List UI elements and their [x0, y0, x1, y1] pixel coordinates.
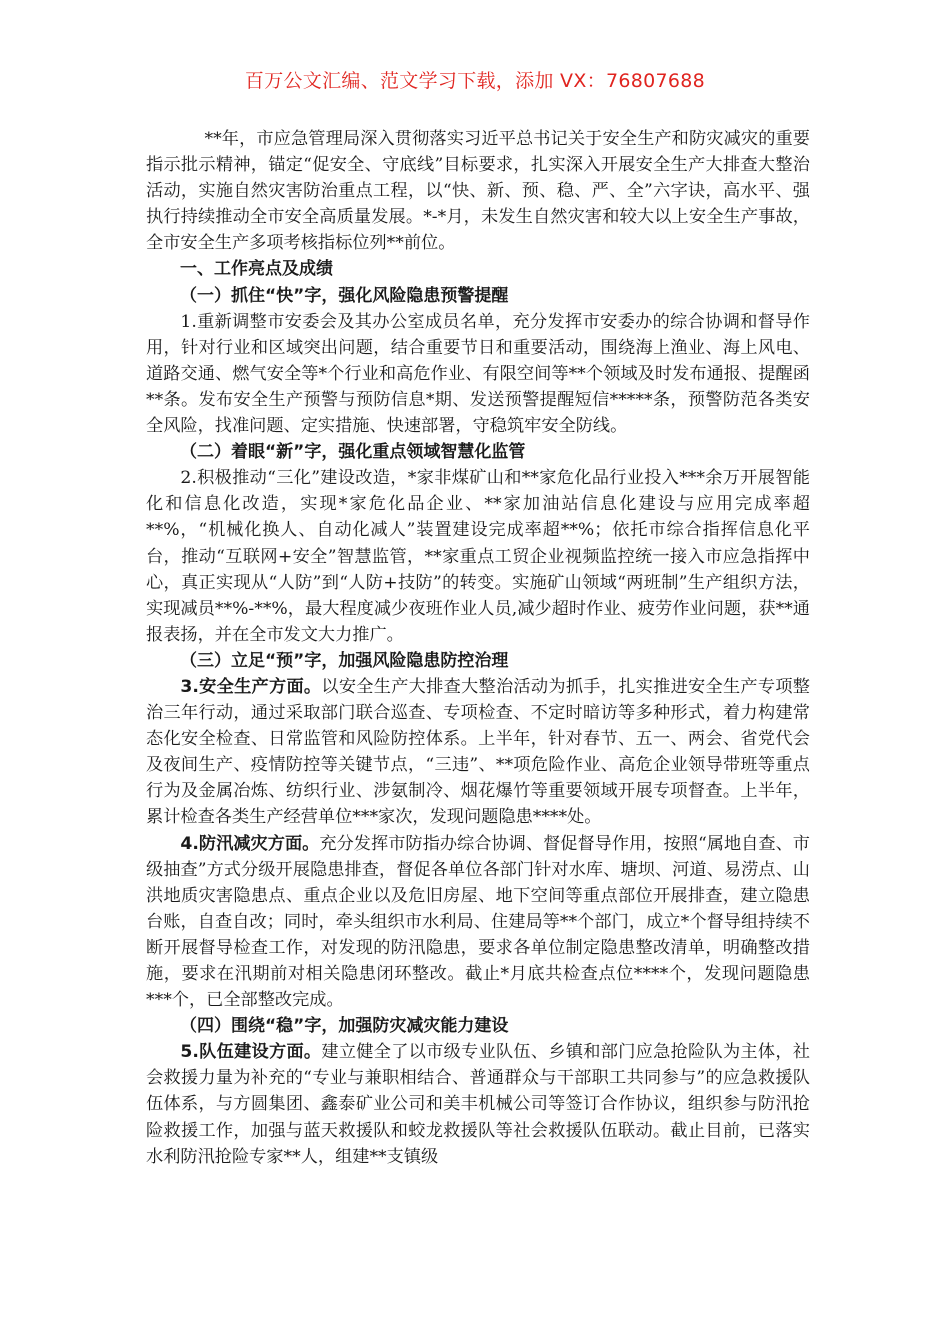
subsection-heading-1: （一）抓住“快”字，强化风险隐患预警提醒 — [180, 285, 509, 306]
paragraph-4 — [146, 831, 810, 1014]
paragraph-2: 2.积极推动“三化”建设改造，*家非煤矿山和**家危化品行业投入***余万开展智能化和信息化改造，实现*家危化品企业、**家加油站信息化建设与应用完成率超**%，“机械化换人、自动化减人”装置建设完成率超**%；依托市综合指挥信息化平台，推动“互联网+安全”智慧监管，**家重点工贸企业视频监控统一接入市应急指挥中心，真正实现从“人防”到“人防+技防”的转变。实施矿山领域“两班制”生产组织方法，实现减员**%-**%，最大程度减少夜班作业人员,减少超时作业、疲劳作业问题，获**通报表扬，并在全市发文大力推广。 — [146, 468, 810, 645]
paragraph-3-lead: 3.安全生产方面。 — [180, 676, 322, 697]
paragraph-5-text: 建立健全了以市级专业队伍、乡镇和部门应急抢险队为主体，社会救援力量为补充的“专业与兼职相结合、普通群众与干部职工共同参与”的应急救援队伍体系，与方圆集团、鑫泰矿业公司和美丰机械公司等签订合作协议，组织参与防汛抢险救援工作，加强与蓝天救援队和蛟龙救援队等社会救援队伍联动。截止目前，已落实水利防汛抢险专家**人，组建**支镇级 — [146, 1042, 810, 1167]
paragraph-5-lead: 5.队伍建设方面。 — [180, 1042, 322, 1063]
paragraph-4-lead: 4.防汛减灾方面。 — [180, 833, 320, 854]
watermark-banner: 百万公文汇编、范文学习下载，添加 VX：76807688 — [244, 70, 706, 92]
document-body — [146, 126, 810, 1170]
intro-paragraph: **年，市应急管理局深入贯彻落实习近平总书记关于安全生产和防灾减灾的重要指示批示精神，锚定“促安全、守底线”目标要求，扎实深入开展安全生产大排查大整治活动，实施自然灾害防治重点工程，以“快、新、预、稳、严、全”六字诀，高水平、强执行持续推动全市安全高质量发展。*-*月，未发生自然灾害和较大以上安全生产事故，全市安全生产多项考核指标位列**前位。 — [146, 129, 810, 254]
subsection-heading-3: （三）立足“预”字，加强风险隐患防控治理 — [180, 650, 509, 671]
paragraph-3 — [146, 674, 810, 831]
paragraph-1: 1.重新调整市安委会及其办公室成员名单，充分发挥市安委办的综合协调和督导作用，针对行业和区域突出问题，结合重要节日和重要活动，围绕海上渔业、海上风电、道路交通、燃气安全等*个行业和高危作业、有限空间等**个领域及时发布通报、提醒函**条。发布安全生产预警与预防信息*期、发送预警提醒短信*****条，预警防范各类安全风险，找准问题、定实措施、快速部署，守稳筑牢安全防线。 — [146, 311, 810, 437]
paragraph-3-text: 以安全生产大排查大整治活动为抓手，扎实推进安全生产专项整治三年行动，通过采取部门联合巡查、专项检查、不定时暗访等多种形式，着力构建常态化安全检查、日常监管和风险防控体系。上半年，针对春节、五一、两会、省党代会及夜间生产、疫情防控等关键节点，“三违”、**项危险作业、高危企业领导带班等重点行为及金属冶炼、纺织行业、涉氨制冷、烟花爆竹等重要领域开展专项督查。上半年，累计检查各类生产经营单位***家次，发现问题隐患****处。 — [146, 676, 810, 828]
paragraph-4-text: 充分发挥市防指办综合协调、督促督导作用，按照“属地自查、市级抽查”方式分级开展隐患排查，督促各单位各部门针对水库、塘坝、河道、易涝点、山洪地质灾害隐患点、重点企业以及危旧房屋、地下空间等重点部位开展排查，建立隐患台账，自查自改；同时，牵头组织市水利局、住建局等**个部门，成立*个督导组持续不断开展督导检查工作，对发现的防汛隐患，要求各单位制定隐患整改清单，明确整改措施，要求在汛期前对相关隐患闭环整改。截止*月底共检查点位****个，发现问题隐患***个，已全部整改完成。 — [146, 833, 810, 1011]
subsection-heading-4: （四）围绕“稳”字，加强防灾减灾能力建设 — [180, 1016, 509, 1037]
subsection-heading-2: （二）着眼“新”字，强化重点领域智慧化监管 — [180, 442, 526, 463]
section-heading: 一、工作亮点及成绩 — [180, 259, 333, 280]
paragraph-5 — [146, 1039, 810, 1169]
